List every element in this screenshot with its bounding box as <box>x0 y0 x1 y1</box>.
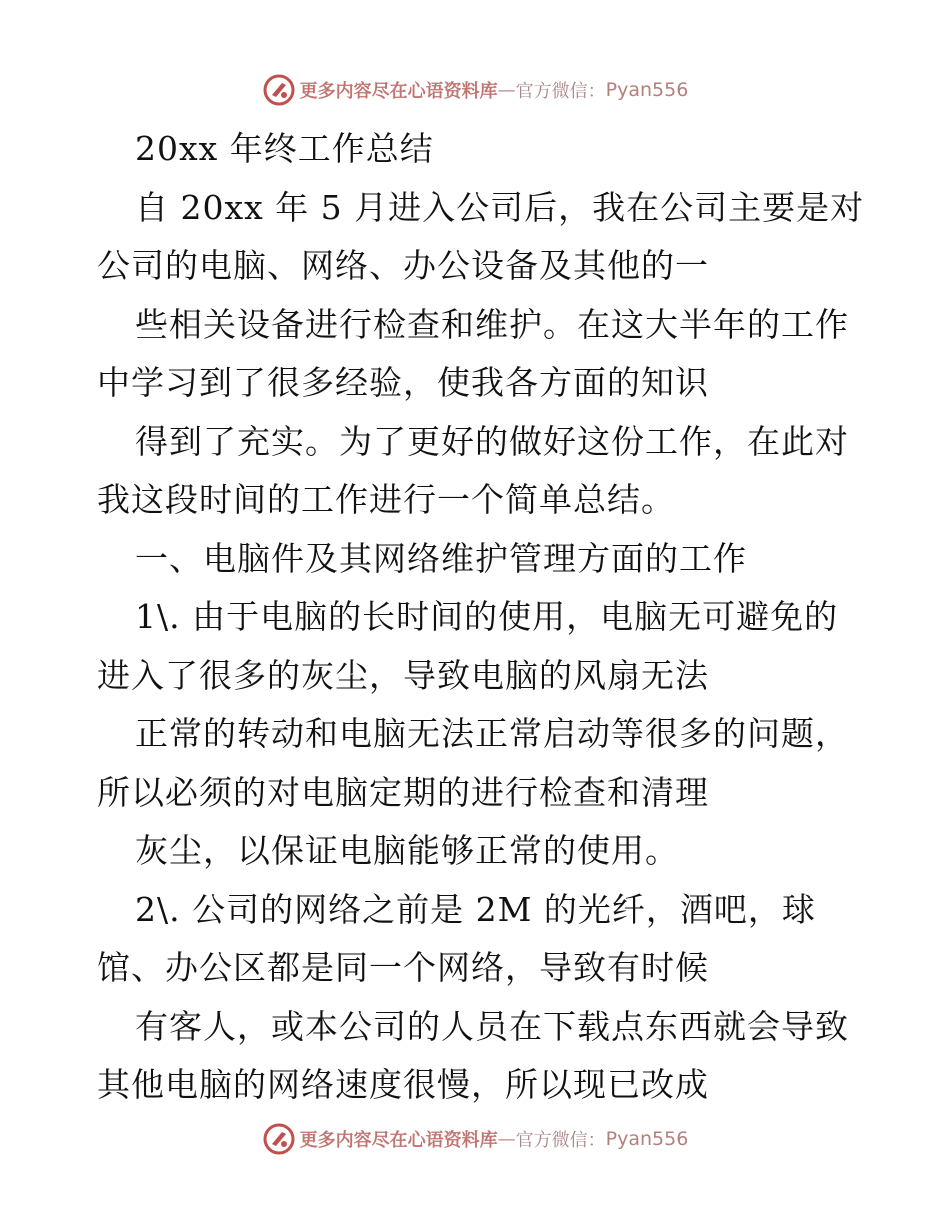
watermark-label: 官方微信： <box>515 81 606 102</box>
watermark-separator: — <box>497 79 516 101</box>
document-title: 20xx 年终工作总结 <box>135 129 434 168</box>
paragraph-line: 中学习到了很多经验，使我各方面的知识 <box>97 363 709 402</box>
paragraph-line: 1\. 由于电脑的长时间的使用，电脑无可避免的 <box>135 597 839 636</box>
brand-logo-icon <box>262 1122 296 1156</box>
watermark-wechat-id: Pyan556 <box>605 79 689 101</box>
paragraph-line: 有客人，或本公司的人员在下载点东西就会导致 <box>135 1006 849 1046</box>
watermark-text: 更多内容尽在心语资料库 <box>299 1130 498 1151</box>
paragraph-line: 自 20xx 年 5 月进入公司后，我在公司主要是对 <box>135 187 865 227</box>
paragraph-line: 一、电脑件及其网络维护管理方面的工作 <box>135 538 747 578</box>
paragraph-line: 灰尘，以保证电脑能够正常的使用。 <box>135 831 679 870</box>
paragraph-line: 2\. 公司的网络之前是 2M 的光纤，酒吧，球 <box>135 889 816 929</box>
watermark-wechat-id: Pyan556 <box>605 1128 689 1150</box>
brand-logo-icon <box>262 73 296 107</box>
paragraph-line: 些相关设备进行检查和维护。在这大半年的工作 <box>135 304 849 344</box>
page-footer-watermark <box>0 1119 950 1159</box>
watermark-label: 官方微信： <box>515 1130 606 1151</box>
page-header-watermark <box>0 70 950 110</box>
watermark-text: 更多内容尽在心语资料库 <box>299 81 498 102</box>
paragraph-line: 我这段时间的工作进行一个简单总结。 <box>97 480 675 519</box>
paragraph-line: 所以必须的对电脑定期的进行检查和清理 <box>97 772 709 812</box>
watermark-separator: — <box>497 1128 516 1150</box>
paragraph-line: 其他电脑的网络速度很慢，所以现已改成 <box>97 1065 709 1104</box>
paragraph-line: 馆、办公区都是同一个网络，导致有时候 <box>97 948 709 987</box>
document-body <box>97 120 865 1115</box>
paragraph-line: 公司的电脑、网络、办公设备及其他的一 <box>97 246 709 285</box>
paragraph-line: 得到了充实。为了更好的做好这份工作，在此对 <box>135 421 849 461</box>
paragraph-line: 正常的转动和电脑无法正常启动等很多的问题， <box>135 714 849 753</box>
paragraph-line: 进入了很多的灰尘，导致电脑的风扇无法 <box>97 655 709 695</box>
